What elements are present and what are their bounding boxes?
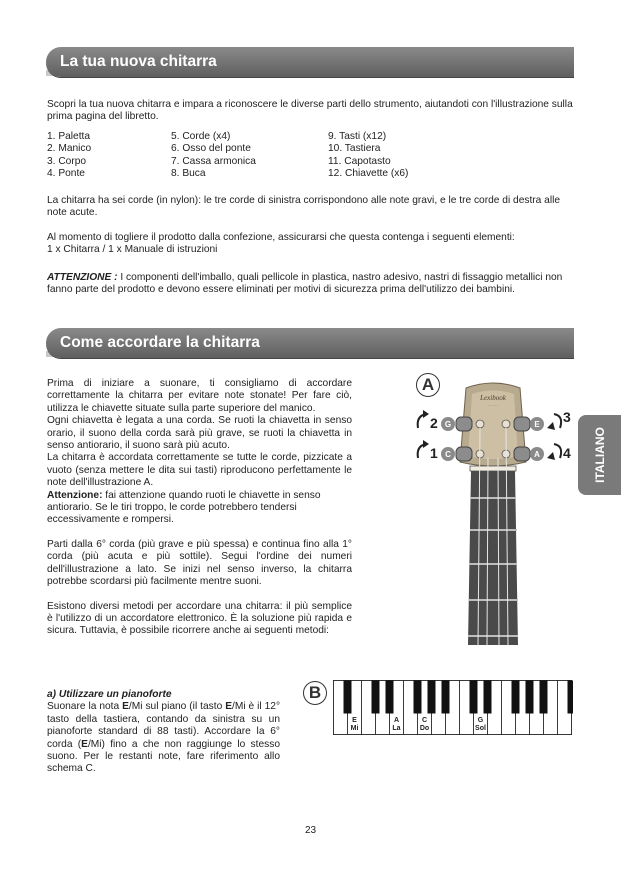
tuning-key xyxy=(456,447,472,461)
tuner-post xyxy=(502,420,510,428)
figure-a-marker: A xyxy=(416,373,440,397)
order-number-2: 2 xyxy=(430,415,438,431)
section-title-tuning: Come accordare la chitarra xyxy=(46,328,574,358)
tuning-paragraph-2: Ogni chiavetta è legata a una corda. Se ruoti la chiavetta in senso orario, il suono della corda sarà più grave, se ruoti la chiavetta in senso antiorario, il suono sarà più acuto. xyxy=(47,415,352,452)
piano-keyboard-illustration xyxy=(333,680,573,735)
tuning-paragraph-5: Esistono diversi metodi per accordare una chitarra: il più semplice è l'utilizzo di un accordatore elettronico. È la soluzione più rapida e sicura. Tuttavia, è possibile ricorrere anche ai seguenti metodi: xyxy=(47,600,352,637)
part-item: 3. Corpo xyxy=(47,155,87,167)
part-item: 2. Manico xyxy=(47,143,92,155)
tuning-text-block xyxy=(47,378,352,638)
turn-arrow-icon xyxy=(547,422,555,430)
page-number: 23 xyxy=(304,825,317,836)
method-a-paragraph: Suonare la nota E/Mi sul piano (il tasto E/Mi è il 12° tasto della tastiera, contando da sinistra su un pianoforte standard di 88 tasti). Accordare la 6° corda (E/Mi) fino a che non raggiunge lo stesso suono. Per le restanti note, fare riferimento allo schema C. xyxy=(47,701,281,775)
attention-label: Attenzione: xyxy=(47,489,103,501)
warning-label: ATTENZIONE : xyxy=(47,272,118,283)
figure-b-marker: B xyxy=(303,681,327,705)
package-line-2: 1 x Chitarra / 1 x Manuale di istruzioni xyxy=(47,244,218,255)
attention-paragraph xyxy=(47,490,352,527)
key-note-name: E xyxy=(352,717,357,724)
peg-note-G: G xyxy=(444,420,452,429)
guitar-headstock-illustration xyxy=(408,370,578,645)
order-number-3: 3 xyxy=(563,409,571,425)
black-key xyxy=(386,681,394,714)
part-item: 9. Tasti (x12) xyxy=(328,131,387,142)
black-key xyxy=(428,681,436,714)
black-key xyxy=(344,681,352,714)
turn-arrow-icon xyxy=(423,440,429,448)
key-solfege-name: La xyxy=(392,725,401,732)
tuning-paragraph-3: La chitarra è accordata correttamente se tutte le corde, pizzicate a vuoto (senza mettere le dita sui tasti) riproducono perfettamente le note dell'illustrazione A. xyxy=(47,452,352,489)
tuner-post xyxy=(476,420,484,428)
part-item: 5. Corde (x4) xyxy=(171,131,231,142)
language-tab-label: ITALIANO xyxy=(592,427,607,483)
language-tab xyxy=(578,415,621,495)
peg-note-E: E xyxy=(534,420,540,429)
key-solfege-name: Mi xyxy=(350,725,359,732)
key-solfege-name: Do xyxy=(419,725,430,732)
part-item: 7. Cassa armonica xyxy=(171,155,256,167)
tuning-key xyxy=(514,447,530,461)
tuning-key xyxy=(514,417,530,431)
key-note-name: C xyxy=(421,717,428,724)
part-item: 12. Chiavette (x6) xyxy=(328,168,409,180)
black-key xyxy=(512,681,520,714)
package-line-1: Al momento di togliere il prodotto dalla confezione, assicurarsi che questa contenga i seguenti elementi: xyxy=(47,232,515,243)
part-item: 11. Capotasto xyxy=(328,155,391,167)
black-key xyxy=(484,681,492,714)
part-item: 8. Buca xyxy=(171,168,206,180)
intro-paragraph: Scopri la tua nuova chitarra e impara a riconoscere le diverse parti dello strumento, aiutandoti con l'illustrazione sulla prima pagina del libretto. xyxy=(47,99,573,123)
black-key xyxy=(414,681,422,714)
turn-arrow-icon xyxy=(554,444,561,458)
tuning-paragraph-1: Prima di iniziare a suonare, ti consigliamo di accordare correttamente la chitarra per evitare note stonate! Per fare ciò, utilizza le chiavette situate sulla parte superiore del manico. xyxy=(47,378,352,414)
brand-tagline: · · · · · xyxy=(488,404,498,408)
part-item: 1. Paletta xyxy=(47,131,91,142)
key-note-name: A xyxy=(393,717,400,724)
part-item: 10. Tastiera xyxy=(328,143,381,155)
black-key xyxy=(540,681,548,714)
tuning-paragraph-4: Parti dalla 6° corda (più grave e più spessa) e continua fino alla 1° corda (più acuta e più sottile). Segui l'ordine dei numeri dell'illustrazione a lato. Se inizi nel senso inverso, la chitarra potrebbe scordarsi più facilmente mentre suoni. xyxy=(47,538,352,588)
black-key xyxy=(470,681,478,714)
section-title-new-guitar: La tua nuova chitarra xyxy=(46,47,574,77)
peg-note-C: C xyxy=(445,450,451,459)
black-key xyxy=(442,681,450,714)
peg-note-A: A xyxy=(534,450,540,459)
order-number-4: 4 xyxy=(563,445,571,461)
turn-arrow-icon xyxy=(423,410,429,418)
key-note-name: G xyxy=(477,717,484,724)
attention-text: fai attenzione quando ruoti le chiavette in senso antiorario. Se le tiri troppo, le corde potrebbero tendersi eccessivamente e rompersi. xyxy=(47,489,321,526)
black-key xyxy=(372,681,380,714)
black-key xyxy=(568,681,574,714)
method-a-block xyxy=(47,689,280,776)
strings-paragraph: La chitarra ha sei corde (in nylon): le tre corde di sinistra corrispondono alle note gravi, e le tre corde di destra alle note acute. xyxy=(47,195,561,219)
turn-arrow-icon xyxy=(547,452,555,460)
black-key xyxy=(526,681,534,714)
method-a-title: a) Utilizzare un pianoforte xyxy=(47,689,172,700)
order-number-1: 1 xyxy=(430,445,438,461)
tuning-key xyxy=(456,417,472,431)
part-item: 6. Osso del ponte xyxy=(171,143,251,155)
warning-paragraph xyxy=(47,272,574,297)
guitar-nut xyxy=(470,466,516,471)
turn-arrow-icon xyxy=(554,414,561,428)
part-item: 4. Ponte xyxy=(47,168,85,180)
key-solfege-name: Sol xyxy=(475,725,486,732)
brand-logo: Lexibook xyxy=(480,394,506,402)
warning-text: I componenti dell'imballo, quali pellicole in plastica, nastro adesivo, nastri di fissaggio metallici non fanno parte del prodotto e devono essere eliminati per motivi di sicurezza prima dell'utilizzo dei bambini. xyxy=(47,272,563,296)
